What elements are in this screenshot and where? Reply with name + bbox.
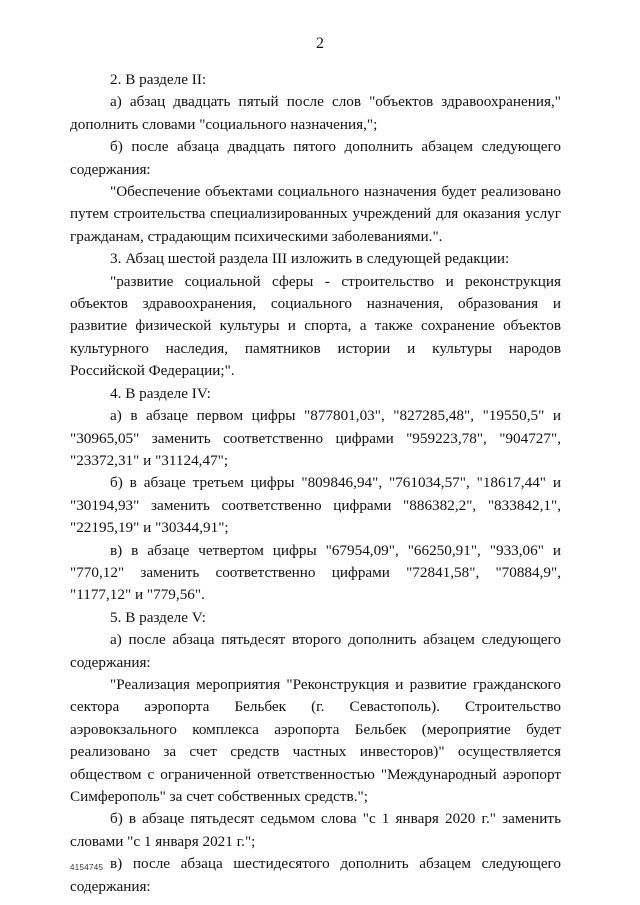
document-code: 4154745 [70,863,104,872]
paragraph-5a: а) после абзаца пятьдесят второго дополнить абзацем следующего содержания: [70,631,561,671]
section-2-heading: 2. В разделе II: [110,71,207,88]
quoted-paragraph-social: "Обеспечение объектами социального назначения будет реализовано путем строительства специализированных учреждений для оказания услуг гражданам, страдающим психическими заболеваниями.". [70,183,561,245]
document-body [70,69,561,898]
section-5-heading: 5. В разделе V: [110,608,206,626]
paragraph-4v: в) в абзаце четвертом цифры "67954,09", "66250,91", "933,06" и "770,12" заменить соответственно цифрами "72841,58", "70884,9", "1177,12" и "779,56". [70,541,561,604]
paragraph-5v: в) после абзаца шестидесятого дополнить абзацем следующего содержания: [70,855,561,895]
page-number: 2 [316,35,324,52]
paragraph-2a: а) абзац двадцать пятый после слов "объектов здравоохранения," дополнить словами "социального назначения,"; [70,93,561,133]
quoted-paragraph-development: "развитие социальной сферы - строительство и реконструкция объектов здравоохранения, социального назначения, образования и развитие физической культуры и спорта, а также сохранение объектов культурного наследия, памятников истории и культуры народов Российской Федерации;". [70,272,561,380]
paragraph-2b: б) после абзаца двадцать пятого дополнить абзацем следующего содержания: [70,138,561,178]
section-3-heading: 3. Абзац шестой раздела III изложить в следующей редакции: [110,250,510,268]
section-4-heading: 4. В разделе IV: [110,384,211,402]
quoted-paragraph-airport: "Реализация мероприятия "Реконструкция и развитие гражданского сектора аэропорта Бельбек (г. Севастополь). Строительство аэровокзального комплекса аэропорта Бельбек (мероприятие будет реализовано за счет средств частных инвесторов)" осуществляется обществом с ограниченной ответственностью "Международный аэропорт Симферополь" за счет собственных средств."; [70,675,561,805]
paragraph-4a: а) в абзаце первом цифры "877801,03", "827285,48", "19550,5" и "30965,05" заменить соответственно цифрами "959223,78", "904727", "23372,31" и "31124,47"; [70,407,561,469]
paragraph-4b: б) в абзаце третьем цифры "809846,94", "761034,57", "18617,44" и "30194,93" заменить соответственно цифрами "886382,2", "833842,1", "22195,19" и "30344,91"; [70,474,561,537]
paragraph-5b: б) в абзаце пятьдесят седьмом слова "с 1 января 2020 г." заменить словами "с 1 января 2021 г."; [70,810,561,850]
